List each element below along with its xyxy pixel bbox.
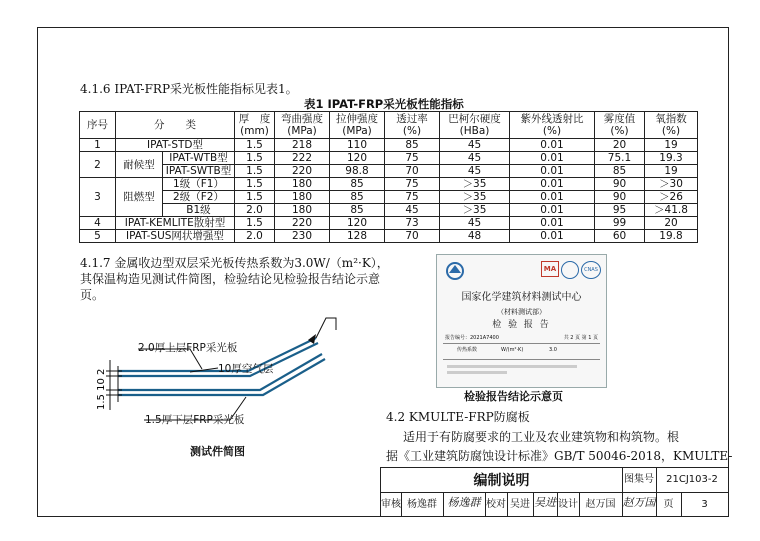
header-transmittance: 透过率 (%): [385, 112, 440, 139]
cell: 128: [330, 230, 385, 243]
cell: 0.01: [510, 230, 595, 243]
cell: ＞41.8: [645, 204, 698, 217]
table-row: [80, 204, 698, 217]
row-type: B1级: [163, 204, 235, 217]
cell: 180: [275, 204, 330, 217]
section-42-line2: 据《工业建筑防腐蚀设计标准》GB/T 50046-2018，KMULTE-: [386, 449, 733, 463]
table-row: [80, 217, 698, 230]
cell: 0.01: [510, 165, 595, 178]
cell: 75.1: [595, 152, 645, 165]
cell: 1.5: [235, 139, 275, 152]
report-text-line: [447, 371, 507, 374]
checker-signature: 吴进: [534, 496, 556, 509]
section-416-heading: 4.1.6 IPAT-FRP采光板性能指标见表1。: [80, 82, 298, 96]
cell: 180: [275, 178, 330, 191]
row-type: IPAT-SUS网状增强型: [116, 230, 235, 243]
header-flexural: 弯曲强度 (MPa): [275, 112, 330, 139]
cell: 48: [440, 230, 510, 243]
cnas-badge: CNAS: [581, 261, 601, 279]
diagram-caption: 测试件简图: [190, 445, 245, 458]
row-type: 2级（F2）: [163, 191, 235, 204]
row-no: 5: [80, 230, 116, 243]
cell: 0.01: [510, 204, 595, 217]
cell: 75: [385, 178, 440, 191]
cell: 19.3: [645, 152, 698, 165]
cell: 70: [385, 230, 440, 243]
section-42-heading: 4.2 KMULTE-FRP防腐板: [386, 410, 530, 424]
atlas-label: 图集号: [624, 474, 654, 485]
cell: ＞35: [440, 191, 510, 204]
center-logo-icon: [443, 261, 467, 281]
cell: 85: [330, 178, 385, 191]
cell: 70: [385, 165, 440, 178]
cell: 95: [595, 204, 645, 217]
cell: 120: [330, 217, 385, 230]
report-caption: 检验报告结论示意页: [464, 390, 563, 403]
cell: 0.01: [510, 217, 595, 230]
row-no: 4: [80, 217, 116, 230]
cell: 0.01: [510, 139, 595, 152]
cell: 20: [645, 217, 698, 230]
report-unit: W/(m²·K): [501, 347, 524, 353]
review-label: 审核: [381, 499, 401, 510]
report-value: 3.0: [549, 347, 557, 353]
cell: 19: [645, 139, 698, 152]
cell: 1.5: [235, 165, 275, 178]
cell: 220: [275, 165, 330, 178]
cell: 218: [275, 139, 330, 152]
table-header-row: [80, 112, 698, 139]
table-title: 表1 IPAT-FRP采光板性能指标: [304, 97, 464, 111]
header-category: 分 类: [116, 112, 235, 139]
report-title: 检 验 报 告: [492, 320, 551, 330]
header-haze: 雾度值 (%): [595, 112, 645, 139]
atlas-number: 21CJ103-2: [666, 474, 718, 485]
designer-name: 赵万国: [585, 499, 616, 510]
cell: ＞26: [645, 191, 698, 204]
center-subname: （材料测试部）: [497, 308, 546, 316]
reviewer-name: 杨逸群: [407, 499, 437, 510]
row-group: 阻燃型: [116, 178, 163, 217]
cell: 120: [330, 152, 385, 165]
cell: 230: [275, 230, 330, 243]
table-row: [80, 152, 698, 165]
header-barcol: 巴柯尔硬度 (HBa): [440, 112, 510, 139]
cell: 1.5: [235, 217, 275, 230]
cell: 0.01: [510, 191, 595, 204]
row-no: 2: [80, 152, 116, 178]
seal-icon: [561, 261, 579, 279]
cell: 220: [275, 217, 330, 230]
cell: 85: [385, 139, 440, 152]
row-type: IPAT-WTB型: [163, 152, 235, 165]
header-oxygen: 氧指数 (%): [645, 112, 698, 139]
header-tensile: 拉伸强度 (MPa): [330, 112, 385, 139]
page-number: 3: [701, 499, 708, 510]
report-item: 传热系数: [457, 347, 478, 353]
page-label: 页: [663, 499, 674, 510]
cell: 222: [275, 152, 330, 165]
table-row: [80, 165, 698, 178]
cell: ＞30: [645, 178, 698, 191]
cell: 45: [440, 139, 510, 152]
cell: 85: [330, 204, 385, 217]
performance-table: [79, 111, 698, 243]
report-text-line: [447, 365, 577, 368]
cell: 45: [440, 152, 510, 165]
cell: 1.5: [235, 191, 275, 204]
row-group: 耐候型: [116, 152, 163, 178]
cell: 1.5: [235, 178, 275, 191]
cell: 0.01: [510, 178, 595, 191]
header-uv: 紫外线透射比 (%): [510, 112, 595, 139]
drawing-title: 编制说明: [473, 473, 530, 489]
row-no: 1: [80, 139, 116, 152]
header-thickness: 厚 度 (mm): [235, 112, 275, 139]
checker-name: 吴进: [510, 499, 530, 510]
cell: 2.0: [235, 230, 275, 243]
cell: 75: [385, 152, 440, 165]
label-upper-panel: 2.0厚上层FRP采光板: [138, 342, 238, 354]
row-type: IPAT-STD型: [116, 139, 235, 152]
cell: 90: [595, 191, 645, 204]
section-42-line1: 适用于有防腐要求的工业及农业建筑物和构筑物。根: [403, 430, 680, 444]
cell: 85: [330, 191, 385, 204]
cell: 0.01: [510, 152, 595, 165]
section-417-line3: 页。: [80, 288, 105, 302]
reviewer-signature: 杨逸群: [447, 496, 481, 509]
row-type: 1级（F1）: [163, 178, 235, 191]
inspection-report-thumbnail: [436, 254, 607, 388]
title-block: [380, 467, 729, 517]
dimension-label: 1.5 10 2: [96, 368, 107, 410]
cell: 85: [595, 165, 645, 178]
designer-signature: 赵万国: [622, 496, 656, 509]
cell: 180: [275, 191, 330, 204]
cell: 45: [385, 204, 440, 217]
cell: 90: [595, 178, 645, 191]
table-row: [80, 139, 698, 152]
label-lower-panel: 1.5厚下层FRP采光板: [145, 414, 245, 426]
cell: 75: [385, 191, 440, 204]
table-row: [80, 191, 698, 204]
cell: ＞35: [440, 204, 510, 217]
cell: 2.0: [235, 204, 275, 217]
design-label: 设计: [558, 499, 578, 510]
cell: 98.8: [330, 165, 385, 178]
cell: 1.5: [235, 152, 275, 165]
header-no: 序号: [80, 112, 116, 139]
cell: 20: [595, 139, 645, 152]
report-number: 报告编号：2021A7400: [445, 335, 499, 341]
table-row: [80, 178, 698, 191]
row-no: 3: [80, 178, 116, 217]
cell: 19: [645, 165, 698, 178]
cell: 45: [440, 217, 510, 230]
row-type: IPAT-KEMLITE散射型: [116, 217, 235, 230]
center-name: 国家化学建筑材料测试中心: [461, 292, 582, 303]
cell: 45: [440, 165, 510, 178]
test-piece-diagram: [80, 310, 380, 460]
cell: 19.8: [645, 230, 698, 243]
ma-badge: MA: [541, 261, 559, 277]
edge-flashing: [316, 318, 336, 338]
row-type: IPAT-SWTB型: [163, 165, 235, 178]
report-page-info: 共 2 页 第 1 页: [563, 335, 598, 341]
cell: ＞35: [440, 178, 510, 191]
section-417-line1: 4.1.7 金属收边型双层采光板传热系数为3.0W/（m²·K），: [80, 256, 389, 270]
table-row: [80, 230, 698, 243]
cell: 99: [595, 217, 645, 230]
cell: 110: [330, 139, 385, 152]
label-air-layer: 10厚空气层: [218, 363, 274, 375]
cell: 60: [595, 230, 645, 243]
check-label: 校对: [486, 499, 506, 510]
section-417-line2: 其保温构造见测试件简图，检验结论见检验报告结论示意: [80, 272, 381, 286]
cell: 73: [385, 217, 440, 230]
